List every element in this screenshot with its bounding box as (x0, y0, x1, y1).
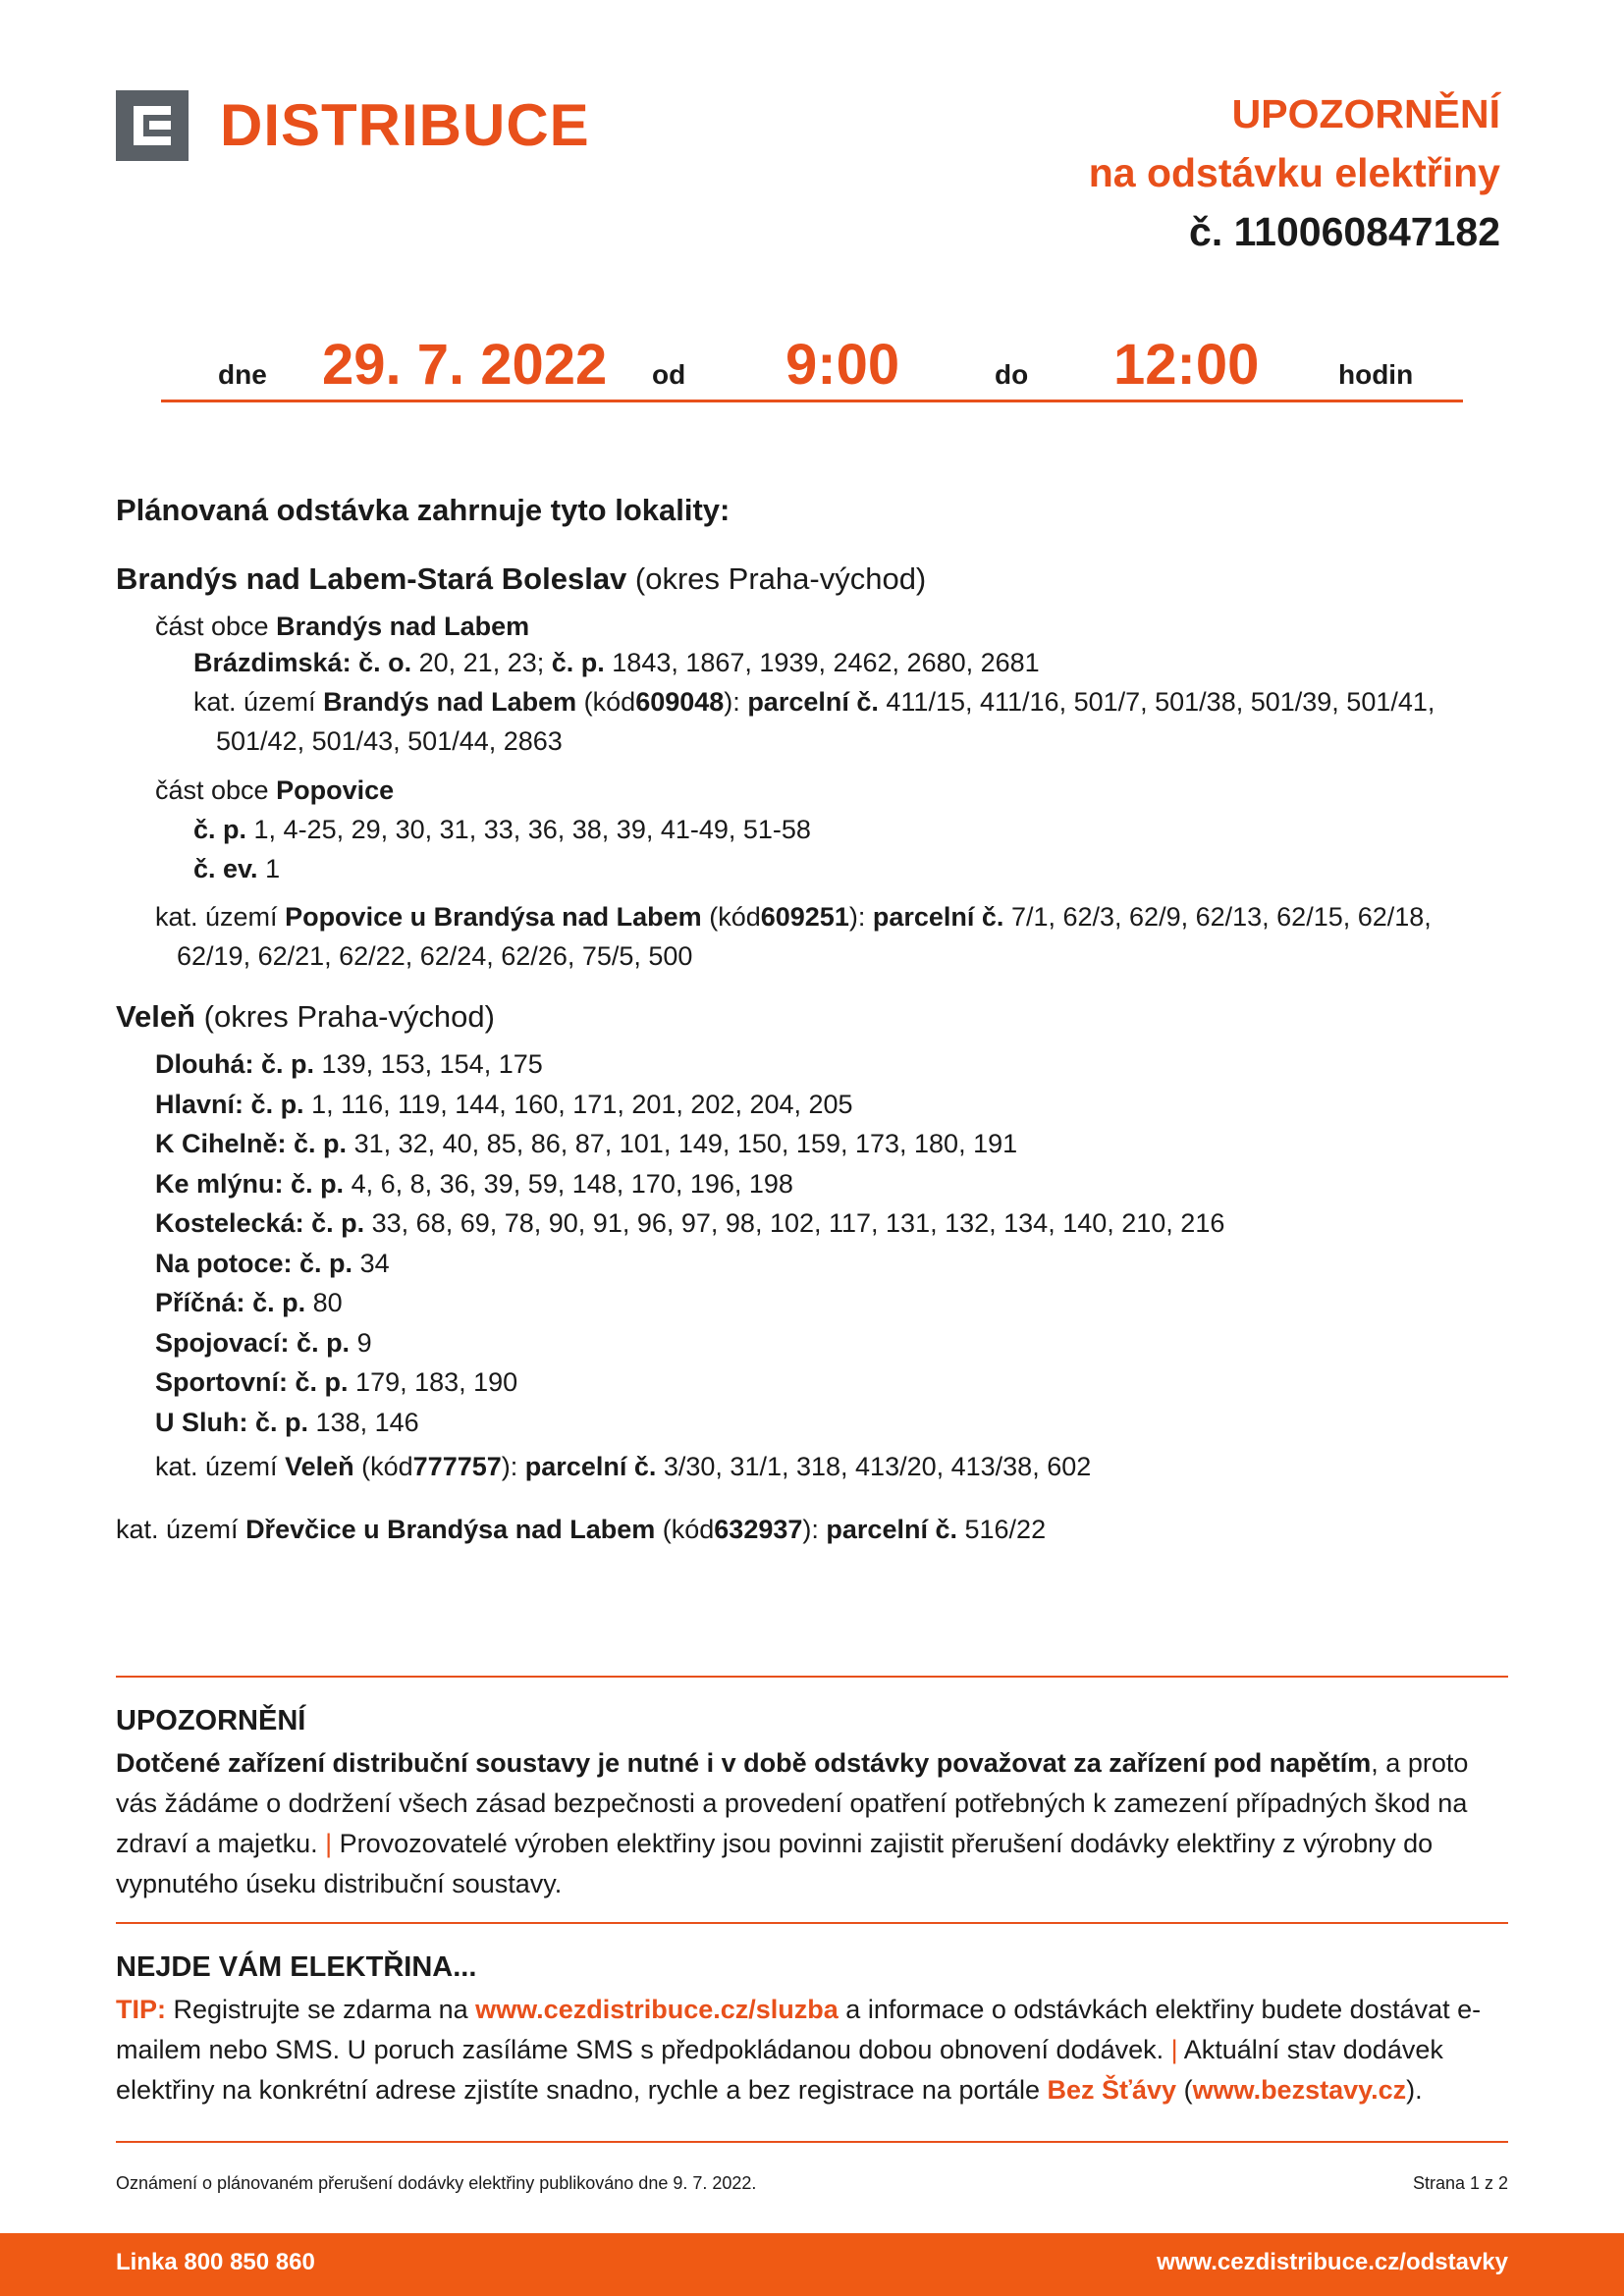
cp-label: č. p. (299, 1248, 353, 1278)
street-name: Sportovní: (155, 1367, 288, 1397)
part-label: část obce (155, 775, 269, 805)
from-label: od (652, 359, 686, 390)
co-numbers: 20, 21, 23; (418, 648, 545, 677)
footer-bar (0, 2233, 1624, 2296)
hotline[interactable]: Linka 800 850 860 (116, 2249, 315, 2275)
ev-label: č. ev. (193, 854, 258, 883)
street-line (155, 1124, 1017, 1163)
municipality-district: (okres Praha-východ) (634, 561, 927, 596)
code-suffix: ): (848, 902, 866, 932)
street-line (193, 643, 1040, 682)
parcel-numbers: 411/15, 411/16, 501/7, 501/38, 501/39, 501/41, (886, 687, 1435, 717)
cadastre-code: 632937 (714, 1515, 803, 1544)
parcel-label: parcelní č. (747, 687, 879, 717)
tip-heading: NEJDE VÁM ELEKTŘINA... (116, 1951, 477, 1983)
code-prefix: (kód (709, 902, 761, 932)
cadastre-name: Veleň (285, 1452, 354, 1481)
section-divider (116, 1922, 1508, 1924)
street-line (155, 1323, 372, 1362)
street-line (155, 1203, 1224, 1243)
parcel-label: parcelní č. (524, 1452, 657, 1481)
notice-number: č. 110060847182 (1189, 209, 1500, 254)
street-name: Kostelecká: (155, 1208, 304, 1238)
cadastre-name: Popovice u Brandýsa nad Labem (285, 902, 702, 932)
municipality-part (155, 607, 529, 646)
outage-date: 29. 7. 2022 (322, 333, 608, 397)
cp-label: č. p. (255, 1407, 309, 1437)
code-prefix: (kód (583, 687, 636, 717)
street-line (155, 1244, 390, 1283)
hours-label: hodin (1338, 359, 1414, 390)
cadastre-code: 777757 (412, 1452, 502, 1481)
parcel-numbers: 7/1, 62/3, 62/9, 62/13, 62/15, 62/18, (1010, 902, 1432, 932)
cp-label: č. p. (294, 1129, 348, 1158)
tip-label: TIP: (116, 1995, 166, 2024)
outage-end-time: 12:00 (1113, 333, 1260, 397)
logo-mark (116, 90, 189, 161)
street-name: Dlouhá: (155, 1049, 254, 1079)
street-name: Příčná: (155, 1288, 245, 1317)
ev-numbers: 1 (265, 854, 281, 883)
parcel-label: parcelní č. (826, 1515, 957, 1544)
part-name: Brandýs nad Labem (276, 612, 530, 641)
warning-heading: UPOZORNĚNÍ (116, 1705, 306, 1736)
service-link[interactable]: www.cezdistribuce.cz/sluzba (475, 1995, 839, 2024)
cadastre-name: Brandýs nad Labem (323, 687, 577, 717)
street-line (155, 1085, 853, 1124)
cp-label: č. p. (311, 1208, 365, 1238)
cp-label: č. p. (193, 815, 247, 844)
cp-label: č. p. (295, 1367, 349, 1397)
cp-numbers: 4, 6, 8, 36, 39, 59, 148, 170, 196, 198 (351, 1168, 793, 1199)
page-number: Strana 1 z 2 (1412, 2173, 1508, 2193)
cp-label: č. p. (250, 1089, 304, 1119)
cadastre-prefix: kat. území (155, 1452, 278, 1481)
street-name: K Cihelně: (155, 1129, 287, 1158)
bezstavy-link[interactable]: www.bezstavy.cz (1192, 2075, 1407, 2105)
street-name: Spojovací: (155, 1327, 290, 1358)
section-divider (116, 1676, 1508, 1678)
cadastre-line-cont: 62/19, 62/21, 62/22, 62/24, 62/26, 75/5, 500 (177, 941, 693, 971)
cp-numbers: 80 (312, 1288, 343, 1317)
cp-numbers: 138, 146 (315, 1407, 419, 1437)
cp-label: č. p. (252, 1288, 306, 1317)
cp-label: č. p. (291, 1168, 345, 1199)
notice-heading: UPOZORNĚNÍ (1231, 91, 1500, 136)
cp-numbers: 31, 32, 40, 85, 86, 87, 101, 149, 150, 159, 173, 180, 191 (353, 1129, 1018, 1158)
cp-line (193, 810, 811, 849)
cadastre-prefix: kat. území (116, 1515, 239, 1544)
published-note: Oznámení o plánovaném přerušení dodávky elektřiny publikováno dne 9. 7. 2022. (116, 2173, 757, 2193)
part-name: Popovice (276, 775, 395, 805)
parcel-label: parcelní č. (872, 902, 1004, 932)
warning-text-1: , a proto vás žádáme o dodržení všech zásad bezpečnosti a provedení opatření potřebných k zamezení případných škod na zdraví a majetku. (116, 1748, 1469, 1858)
footer-url[interactable]: www.cezdistribuce.cz/odstavky (1157, 2249, 1508, 2275)
cp-numbers: 1, 116, 119, 144, 160, 171, 201, 202, 204, 205 (311, 1089, 853, 1119)
street-name: U Sluh: (155, 1407, 248, 1437)
cadastre-code: 609048 (635, 687, 725, 717)
street-line (155, 1403, 419, 1442)
code-suffix: ): (724, 687, 740, 717)
cp-numbers: 179, 183, 190 (355, 1367, 518, 1397)
code-prefix: (kód (361, 1452, 413, 1481)
cp-numbers: 33, 68, 69, 78, 90, 91, 96, 97, 98, 102, 117, 131, 132, 134, 140, 210, 216 (371, 1208, 1225, 1238)
outage-start-time: 9:00 (785, 333, 900, 397)
street-name: Hlavní: (155, 1089, 244, 1119)
warning-bold: Dotčené zařízení distribuční soustavy je nutné i v době odstávky považovat za zařízení pod napětím (116, 1748, 1372, 1778)
street-line (155, 1044, 543, 1084)
section-divider (116, 2141, 1508, 2143)
street-line (155, 1362, 517, 1402)
date-rule (161, 400, 1463, 402)
tip-text (116, 1990, 1510, 2110)
cadastre-prefix: kat. území (155, 902, 278, 932)
logo-text: DISTRIBUCE (220, 92, 590, 158)
cp-label: č. p. (551, 648, 605, 677)
to-label: do (995, 359, 1029, 390)
separator: | (1170, 2035, 1178, 2064)
date-label: dne (218, 359, 267, 390)
tip-text-2: a informace o odstávkách elektřiny budete dostávat e-mailem nebo SMS. U poruch zasíláme SMS s předpokládanou dobou obnovení dodávek. (116, 1995, 1482, 2064)
parcel-numbers: 3/30, 31/1, 318, 413/20, 413/38, 602 (663, 1452, 1092, 1481)
cadastre-line (193, 682, 1435, 721)
cp-numbers: 1, 4-25, 29, 30, 31, 33, 36, 38, 39, 41-49, 51-58 (253, 815, 811, 844)
extra-cadastre-line (116, 1510, 1046, 1549)
code-suffix: ): (501, 1452, 518, 1481)
street-line (155, 1164, 793, 1203)
municipality-part (155, 771, 394, 810)
cp-numbers: 139, 153, 154, 175 (321, 1049, 543, 1079)
street-name: Na potoce: (155, 1248, 293, 1278)
municipality-name: Veleň (116, 999, 195, 1034)
cp-numbers: 1843, 1867, 1939, 2462, 2680, 2681 (612, 648, 1040, 677)
parcel-numbers: 516/22 (964, 1515, 1047, 1544)
part-label: část obce (155, 612, 269, 641)
cadastre-line (155, 1447, 1091, 1486)
cadastre-line (155, 897, 1432, 936)
code-suffix: ): (802, 1515, 819, 1544)
co-label: č. o. (358, 648, 412, 677)
code-prefix: (kód (662, 1515, 715, 1544)
cp-numbers: 34 (359, 1248, 390, 1278)
paren-close: ). (1406, 2075, 1423, 2105)
tip-text-1: Registrujte se zdarma na (173, 1995, 468, 2024)
municipality-name: Brandýs nad Labem-Stará Boleslav (116, 561, 627, 596)
street-name: Ke mlýnu: (155, 1168, 284, 1199)
separator: | (325, 1829, 333, 1858)
cadastre-line-cont: 501/42, 501/43, 501/44, 2863 (216, 726, 563, 756)
paren-open: ( (1183, 2075, 1193, 2105)
cp-numbers: 9 (356, 1327, 372, 1358)
warning-text (116, 1743, 1510, 1904)
warning-text-2: Provozovatelé výroben elektřiny jsou povinni zajistit přerušení dodávky elektřiny z výrobny do vypnutého úseku distribuční soustavy. (116, 1829, 1434, 1898)
ev-line (193, 849, 280, 888)
municipality-district: (okres Praha-východ) (203, 999, 495, 1034)
cadastre-code: 609251 (760, 902, 849, 932)
notice-subtitle: na odstávku elektřiny (1088, 150, 1500, 195)
street-name: Brázdimská: (193, 648, 352, 677)
municipality-heading (116, 997, 495, 1037)
street-line (155, 1283, 343, 1322)
cp-label: č. p. (261, 1049, 315, 1079)
cadastre-prefix: kat. území (193, 687, 316, 717)
locations-heading: Plánovaná odstávka zahrnuje tyto lokality: (116, 493, 731, 527)
municipality-heading (116, 560, 926, 599)
cadastre-name: Dřevčice u Brandýsa nad Labem (245, 1515, 656, 1544)
tip-text-3: Aktuální stav dodávek elektřiny na konkrétní adrese zjistíte snadno, rychle a bez registrace na portále (116, 2035, 1443, 2105)
notice-title (1089, 84, 1500, 261)
portal-name: Bez Šťávy (1047, 2075, 1177, 2105)
cp-label: č. p. (297, 1327, 351, 1358)
